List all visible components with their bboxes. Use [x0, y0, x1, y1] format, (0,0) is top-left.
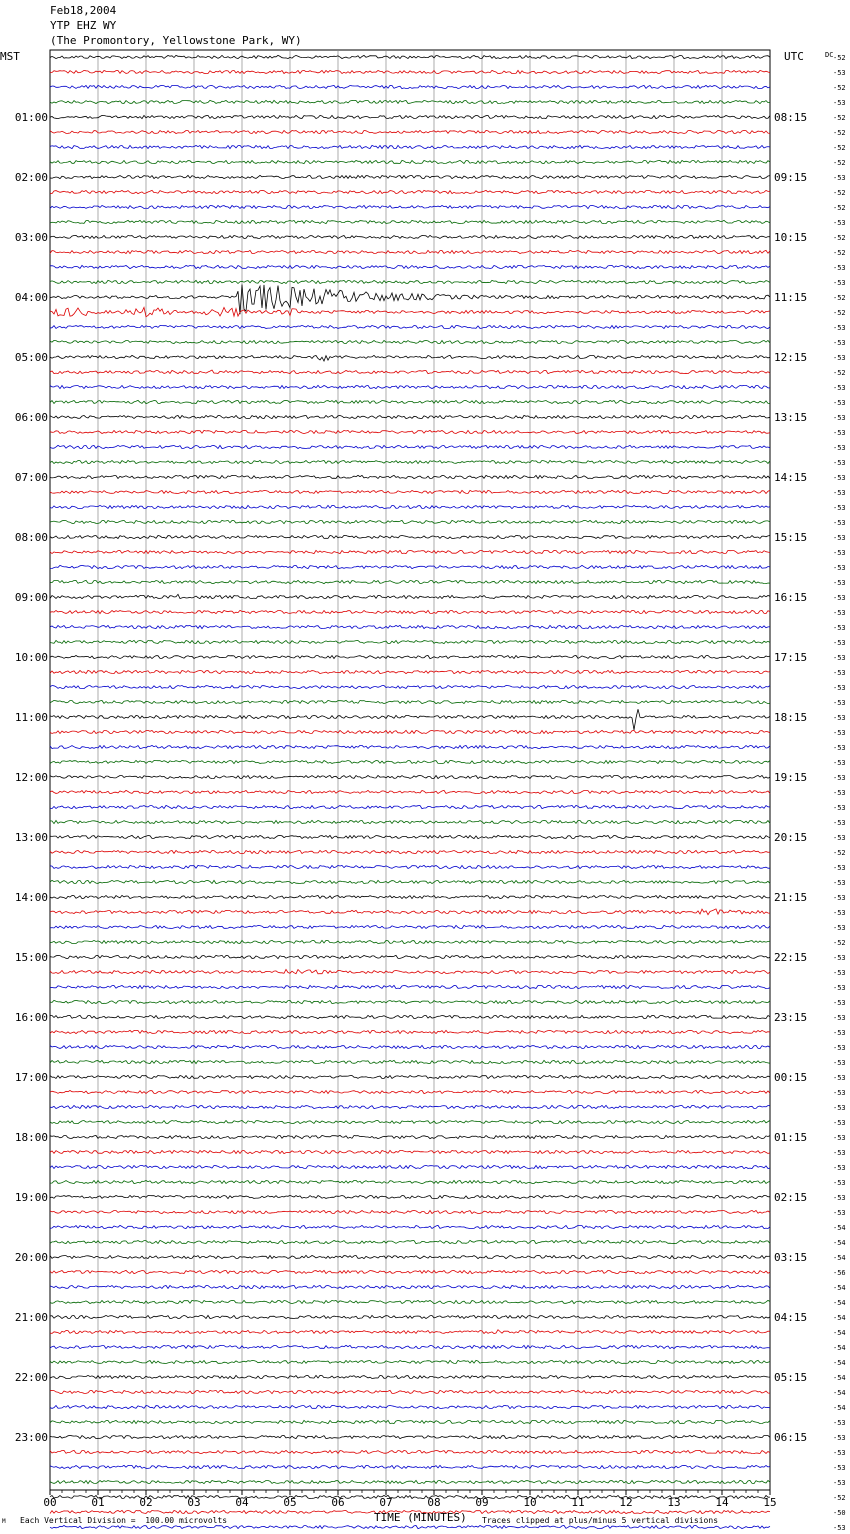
dc-offset-label: -53	[833, 684, 846, 692]
x-tick-label: 01	[91, 1496, 105, 1509]
dc-offset-label: -53	[833, 519, 846, 527]
left-hour-label: 17:00	[14, 1071, 48, 1084]
right-hour-label: 12:15	[774, 351, 808, 364]
seismic-trace	[50, 955, 770, 958]
dc-offset-label: -53	[833, 474, 846, 482]
left-hour-label: 06:00	[14, 411, 48, 424]
x-tick-label: 03	[187, 1496, 201, 1509]
seismic-trace	[50, 190, 770, 193]
seismic-trace	[50, 285, 770, 315]
dc-offset-label: -53	[833, 324, 846, 332]
seismic-trace	[50, 1000, 770, 1003]
dc-offset-label: -53	[833, 714, 846, 722]
dc-offset-label: -53	[833, 924, 846, 932]
seismic-trace	[50, 925, 770, 928]
dc-offset-label: -53	[833, 969, 846, 977]
dc-offset-label: -53	[833, 804, 846, 812]
right-hour-label: 10:15	[774, 231, 808, 244]
dc-offset-label: -54	[833, 1329, 846, 1337]
seismic-trace	[50, 430, 770, 433]
seismic-trace	[50, 130, 770, 133]
seismic-trace	[50, 1255, 770, 1258]
seismic-trace	[50, 325, 770, 328]
dc-offset-label: -52	[833, 204, 846, 212]
left-hour-label: 05:00	[14, 351, 48, 364]
x-tick-label: 07	[379, 1496, 393, 1509]
left-hour-label: 09:00	[14, 591, 48, 604]
dc-offset-label: -54	[833, 1389, 846, 1397]
dc-offset-label: -53	[833, 264, 846, 272]
seismic-trace	[50, 1225, 770, 1228]
seismic-trace	[50, 1420, 770, 1423]
seismic-trace	[50, 1210, 770, 1213]
seismic-trace	[50, 85, 770, 88]
seismic-trace	[50, 205, 770, 208]
seismic-trace	[50, 909, 770, 915]
seismic-trace	[50, 565, 770, 568]
dc-offset-label: -54	[833, 1359, 846, 1367]
left-hour-label: 21:00	[14, 1311, 48, 1324]
dc-offset-label: -53	[833, 984, 846, 992]
right-hour-label: 15:15	[774, 531, 808, 544]
dc-offset-label: -53	[833, 594, 846, 602]
dc-offset-label: -53	[833, 639, 846, 647]
dc-offset-label: -53	[833, 579, 846, 587]
seismic-trace	[50, 1285, 770, 1288]
seismic-trace	[50, 850, 770, 853]
dc-offset-label: -53	[833, 339, 846, 347]
dc-offset-label: -52	[833, 849, 846, 857]
x-tick-label: 12	[619, 1496, 633, 1509]
seismic-trace	[50, 940, 770, 943]
seismic-trace	[50, 535, 770, 538]
seismic-trace	[50, 235, 770, 238]
dc-offset-label: -53	[833, 279, 846, 287]
seismic-trace	[50, 1030, 770, 1033]
dc-offset-label: -53	[833, 1464, 846, 1472]
dc-offset-label: -53	[833, 699, 846, 707]
x-tick-label: 08	[427, 1496, 441, 1509]
left-hour-label: 12:00	[14, 771, 48, 784]
right-timezone-label: UTC	[784, 50, 804, 63]
seismic-trace	[50, 745, 770, 748]
seismic-trace	[50, 1060, 770, 1063]
dc-offset-label: -54	[833, 1239, 846, 1247]
seismic-trace	[50, 985, 770, 988]
seismic-trace	[50, 1345, 770, 1348]
dc-offset-label: -53	[833, 534, 846, 542]
seismic-trace	[50, 610, 770, 613]
seismic-trace	[50, 1435, 770, 1438]
right-hour-label: 19:15	[774, 771, 808, 784]
left-hour-label: 01:00	[14, 111, 48, 124]
dc-offset-label: -52	[833, 369, 846, 377]
seismic-trace	[50, 670, 770, 673]
scale-note: Each Vertical Division = 100.00 microvolts	[20, 1516, 228, 1525]
left-hour-label: 07:00	[14, 471, 48, 484]
left-hour-label: 20:00	[14, 1251, 48, 1264]
seismic-trace	[50, 355, 770, 361]
x-tick-label: 14	[715, 1496, 729, 1509]
seismic-trace	[50, 520, 770, 523]
dc-offset-label: -54	[833, 1299, 846, 1307]
left-hour-label: 11:00	[14, 711, 48, 724]
seismic-trace	[50, 1150, 770, 1153]
seismic-trace	[50, 1165, 770, 1168]
left-hour-label: 15:00	[14, 951, 48, 964]
dc-offset-label: -53	[833, 99, 846, 107]
right-hour-label: 23:15	[774, 1011, 808, 1024]
seismic-trace	[50, 1495, 770, 1498]
dc-offset-label: -53	[833, 729, 846, 737]
dc-offset-label: -52	[833, 84, 846, 92]
right-hour-label: 13:15	[774, 411, 808, 424]
seismic-trace	[50, 820, 770, 823]
dc-offset-label: -53	[833, 819, 846, 827]
dc-offset-label: -53	[833, 444, 846, 452]
dc-offset-label: -53	[833, 1479, 846, 1487]
seismic-trace	[50, 1465, 770, 1468]
dc-offset-label: -53	[833, 789, 846, 797]
seismic-trace	[50, 505, 770, 508]
dc-offset-label: -54	[833, 1344, 846, 1352]
seismic-trace	[50, 1270, 770, 1273]
seismic-trace	[50, 594, 770, 598]
seismic-trace	[50, 580, 770, 583]
seismic-trace	[50, 656, 770, 659]
dc-offset-label: -54	[833, 1224, 846, 1232]
seismic-trace	[50, 865, 770, 868]
right-hour-label: 20:15	[774, 831, 808, 844]
left-hour-label: 23:00	[14, 1431, 48, 1444]
dc-offset-label: -52	[833, 294, 846, 302]
seismic-trace	[50, 307, 770, 316]
dc-offset-label: -52	[833, 159, 846, 167]
dc-offset-label: -53	[833, 414, 846, 422]
seismic-trace	[50, 1120, 770, 1123]
dc-offset-label: -53	[833, 954, 846, 962]
seismic-trace	[50, 550, 770, 553]
seismic-trace	[50, 709, 770, 730]
seismic-trace	[50, 805, 770, 808]
dc-offset-label: -53	[833, 654, 846, 662]
right-hour-label: 17:15	[774, 651, 808, 664]
seismic-trace	[50, 1180, 770, 1183]
dc-offset-label: -53	[833, 354, 846, 362]
dc-offset-label: -53	[833, 1104, 846, 1112]
dc-offset-label: -52	[833, 939, 846, 947]
seismic-trace	[50, 1075, 770, 1078]
right-hour-label: 11:15	[774, 291, 808, 304]
dc-offset-label: -53	[833, 744, 846, 752]
seismic-trace	[50, 1300, 770, 1303]
dc-offset-label: -53	[833, 1179, 846, 1187]
dc-offset-label: -53	[833, 174, 846, 182]
right-hour-label: 06:15	[774, 1431, 808, 1444]
dc-offset-label: -53	[833, 774, 846, 782]
x-tick-label: 13	[667, 1496, 681, 1509]
seismic-trace	[50, 370, 770, 374]
dc-offset-label: -53	[833, 489, 846, 497]
right-hour-label: 09:15	[774, 171, 808, 184]
seismic-trace	[50, 1091, 770, 1094]
seismic-trace	[50, 340, 770, 343]
dc-offset-label: -53	[833, 759, 846, 767]
seismic-trace	[50, 160, 770, 163]
right-hour-label: 00:15	[774, 1071, 808, 1084]
seismic-trace	[50, 265, 770, 268]
dc-offset-label: -53	[833, 459, 846, 467]
left-hour-label: 19:00	[14, 1191, 48, 1204]
dc-offset-label: -53	[833, 1209, 846, 1217]
dc-offset-label: -52	[833, 114, 846, 122]
right-hour-label: 01:15	[774, 1131, 808, 1144]
seismic-trace	[50, 385, 770, 388]
seismic-trace	[50, 1330, 770, 1334]
header-date: Feb18,2004	[50, 4, 117, 17]
dc-offset-label: -53	[833, 669, 846, 677]
right-hour-label: 14:15	[774, 471, 808, 484]
right-hour-label: 02:15	[774, 1191, 808, 1204]
dc-offset-label: -53	[833, 429, 846, 437]
seismic-trace	[50, 1045, 770, 1048]
right-hour-label: 18:15	[774, 711, 808, 724]
dc-offset-label: -56	[833, 1269, 846, 1277]
x-tick-label: 09	[475, 1496, 489, 1509]
seismic-trace	[50, 250, 770, 253]
seismic-trace	[50, 1405, 770, 1408]
right-hour-label: 21:15	[774, 891, 808, 904]
seismic-trace	[50, 685, 770, 688]
seismic-trace	[50, 730, 770, 733]
dc-offset-label: -54	[833, 1404, 846, 1412]
x-tick-label: 10	[523, 1496, 537, 1509]
dc-offset-label: -53	[833, 1089, 846, 1097]
left-timezone-label: MST	[0, 50, 20, 63]
seismic-trace	[50, 1015, 770, 1018]
seismic-trace	[50, 790, 770, 793]
header-location: (The Promontory, Yellowstone Park, WY)	[50, 34, 302, 47]
seismic-trace	[50, 460, 770, 463]
x-tick-label: 02	[139, 1496, 153, 1509]
x-tick-label: 00	[43, 1496, 57, 1509]
left-hour-label: 22:00	[14, 1371, 48, 1384]
dc-offset-label: -54	[833, 1284, 846, 1292]
dc-offset-label: -53	[833, 1419, 846, 1427]
left-hour-label: 02:00	[14, 171, 48, 184]
seismic-trace	[50, 700, 770, 703]
seismic-trace	[50, 775, 770, 778]
seismic-trace	[50, 640, 770, 643]
dc-offset-label: -53	[833, 1029, 846, 1037]
x-tick-label: 06	[331, 1496, 345, 1509]
seismic-trace	[50, 115, 770, 118]
seismic-trace	[50, 475, 770, 478]
left-hour-label: 13:00	[14, 831, 48, 844]
dc-offset-label: -53	[833, 549, 846, 557]
dc-offset-label: -53	[833, 1194, 846, 1202]
dc-offset-label: -52	[833, 189, 846, 197]
dc-offset-label: -53	[833, 1164, 846, 1172]
dc-offset-label: -50	[833, 1509, 846, 1517]
dc-offset-label: -53	[833, 1014, 846, 1022]
left-hour-label: 18:00	[14, 1131, 48, 1144]
seismic-trace	[50, 1135, 770, 1138]
dc-offset-label: -53	[833, 1449, 846, 1457]
dc-offset-label: -53	[833, 1524, 846, 1532]
left-hour-label: 04:00	[14, 291, 48, 304]
dc-offset-label: -53	[833, 894, 846, 902]
seismic-trace	[50, 760, 770, 763]
seismic-trace	[50, 1105, 770, 1108]
left-hour-label: 14:00	[14, 891, 48, 904]
x-axis-title: TIME (MINUTES)	[374, 1511, 467, 1524]
right-hour-label: 05:15	[774, 1371, 808, 1384]
dc-offset-label: -53	[833, 69, 846, 77]
dc-offset-label: -53	[833, 609, 846, 617]
dc-offset-label: -52	[833, 54, 846, 62]
dc-offset-label: -52	[833, 144, 846, 152]
seismic-trace	[50, 70, 770, 73]
seismic-trace	[50, 1480, 770, 1483]
seismic-trace	[50, 1360, 770, 1363]
seismic-trace	[50, 280, 770, 283]
seismic-trace	[50, 1195, 770, 1198]
dc-offset-label: -53	[833, 1044, 846, 1052]
dc-offset-label: -52	[833, 234, 846, 242]
seismic-trace	[50, 415, 770, 418]
right-hour-label: 03:15	[774, 1251, 808, 1264]
seismic-trace	[50, 220, 770, 223]
seismic-trace	[50, 175, 770, 178]
seismic-trace	[50, 55, 770, 58]
dc-offset-label: -53	[833, 1119, 846, 1127]
left-hour-label: 08:00	[14, 531, 48, 544]
seismic-trace	[50, 145, 770, 148]
left-hour-label: 16:00	[14, 1011, 48, 1024]
dc-offset-label: -53	[833, 1434, 846, 1442]
dc-offset-label: -52	[833, 129, 846, 137]
dc-offset-label: -53	[833, 1134, 846, 1142]
seismic-trace	[50, 1390, 770, 1393]
x-tick-label: 05	[283, 1496, 297, 1509]
x-tick-label: 11	[571, 1496, 585, 1509]
dc-offset-label: -54	[833, 1254, 846, 1262]
dc-offset-label: -52	[833, 249, 846, 257]
clip-note: Traces clipped at plus/minus 5 vertical divisions	[482, 1516, 719, 1525]
dc-offset-label: -54	[833, 1314, 846, 1322]
seismic-trace	[50, 625, 770, 628]
right-hour-label: 16:15	[774, 591, 808, 604]
seismic-trace	[50, 490, 770, 493]
right-hour-label: 04:15	[774, 1311, 808, 1324]
seismic-trace	[50, 445, 770, 448]
dc-offset-label: -53	[833, 399, 846, 407]
seismic-trace	[50, 1375, 770, 1378]
seismic-trace	[50, 880, 770, 883]
seismic-trace	[50, 969, 770, 973]
dc-label: DC	[825, 51, 834, 59]
dc-offset-label: -53	[833, 999, 846, 1007]
dc-offset-label: -53	[833, 864, 846, 872]
dc-offset-label: -52	[833, 1494, 846, 1502]
seismic-trace	[50, 895, 770, 898]
right-hour-label: 22:15	[774, 951, 808, 964]
dc-offset-label: -53	[833, 219, 846, 227]
dc-offset-label: -52	[833, 309, 846, 317]
dc-offset-label: -54	[833, 1374, 846, 1382]
footer-left-mark: M	[2, 1518, 6, 1525]
dc-offset-label: -53	[833, 1074, 846, 1082]
x-tick-label: 04	[235, 1496, 249, 1509]
dc-offset-label: -53	[833, 624, 846, 632]
dc-offset-label: -53	[833, 834, 846, 842]
seismic-trace	[50, 1240, 770, 1243]
right-hour-label: 08:15	[774, 111, 808, 124]
header-station: YTP EHZ WY	[50, 19, 117, 32]
dc-offset-label: -53	[833, 384, 846, 392]
dc-offset-label: -53	[833, 564, 846, 572]
seismic-trace	[50, 400, 770, 403]
dc-offset-label: -53	[833, 504, 846, 512]
dc-offset-label: -53	[833, 909, 846, 917]
left-hour-label: 10:00	[14, 651, 48, 664]
seismic-trace	[50, 1315, 770, 1318]
left-hour-label: 03:00	[14, 231, 48, 244]
dc-offset-label: -53	[833, 1149, 846, 1157]
seismic-trace	[50, 100, 770, 103]
seismic-trace	[50, 1450, 770, 1453]
dc-offset-label: -53	[833, 1059, 846, 1067]
dc-offset-label: -53	[833, 879, 846, 887]
x-tick-label: 15	[763, 1496, 777, 1509]
seismic-trace	[50, 835, 770, 838]
